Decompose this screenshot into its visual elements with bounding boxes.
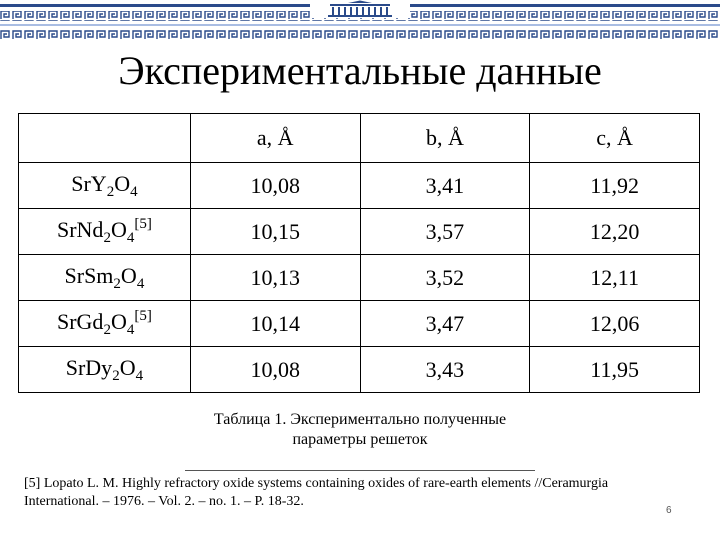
cell-c: 12,06 [530, 301, 700, 347]
table-caption [160, 410, 560, 450]
caption-line: параметры решеток [292, 431, 428, 448]
cell-c: 11,92 [530, 163, 700, 209]
reference-mark: [5] [134, 308, 152, 324]
table-row [19, 163, 700, 209]
cell-a: 10,13 [190, 255, 360, 301]
cell-b: 3,57 [360, 209, 530, 255]
building-emblem-icon [310, 0, 410, 18]
lattice-parameters-table [18, 113, 700, 393]
footnote-line: [5] Lopato L. M. Highly refractory oxide systems containing oxides of rare-earth elements //Ceramurgia [24, 476, 609, 491]
cell-a: 10,14 [190, 301, 360, 347]
cell-b: 3,47 [360, 301, 530, 347]
compound-formula: $SrSm_2O_4$ [19, 255, 191, 301]
page-title: Экспериментальные данные [118, 48, 602, 93]
page-number: 6 [666, 505, 672, 516]
reference-mark: [5] [134, 216, 152, 232]
column-header: c, Å [530, 114, 700, 163]
column-header [19, 114, 191, 163]
table-row [19, 347, 700, 393]
column-header: a, Å [190, 114, 360, 163]
cell-b: 3,43 [360, 347, 530, 393]
cell-b: 3,52 [360, 255, 530, 301]
compound-formula: $SrNd_2O_4[5]$ [19, 209, 191, 255]
cell-c: 12,11 [530, 255, 700, 301]
compound-formula: $SrY_2O_4$ [19, 163, 191, 209]
footnote [24, 475, 704, 511]
cell-c: 11,95 [530, 347, 700, 393]
caption-line: Таблица 1. Экспериментально полученные [213, 411, 507, 428]
cell-a: 10,15 [190, 209, 360, 255]
column-header: b, Å [360, 114, 530, 163]
cell-b: 3,41 [360, 163, 530, 209]
compound-formula: $SrDy_2O_4$ [19, 347, 191, 393]
cell-a: 10,08 [190, 163, 360, 209]
compound-formula: $SrGd_2O_4[5]$ [19, 301, 191, 347]
table-row [19, 209, 700, 255]
footnote-divider [185, 470, 535, 471]
table-row [19, 301, 700, 347]
table-row [19, 255, 700, 301]
table-header-row [19, 114, 700, 163]
footnote-line: International. – 1976. – Vol. 2. – no. 1. – P. 18-32. [24, 494, 304, 509]
cell-c: 12,20 [530, 209, 700, 255]
cell-a: 10,08 [190, 347, 360, 393]
